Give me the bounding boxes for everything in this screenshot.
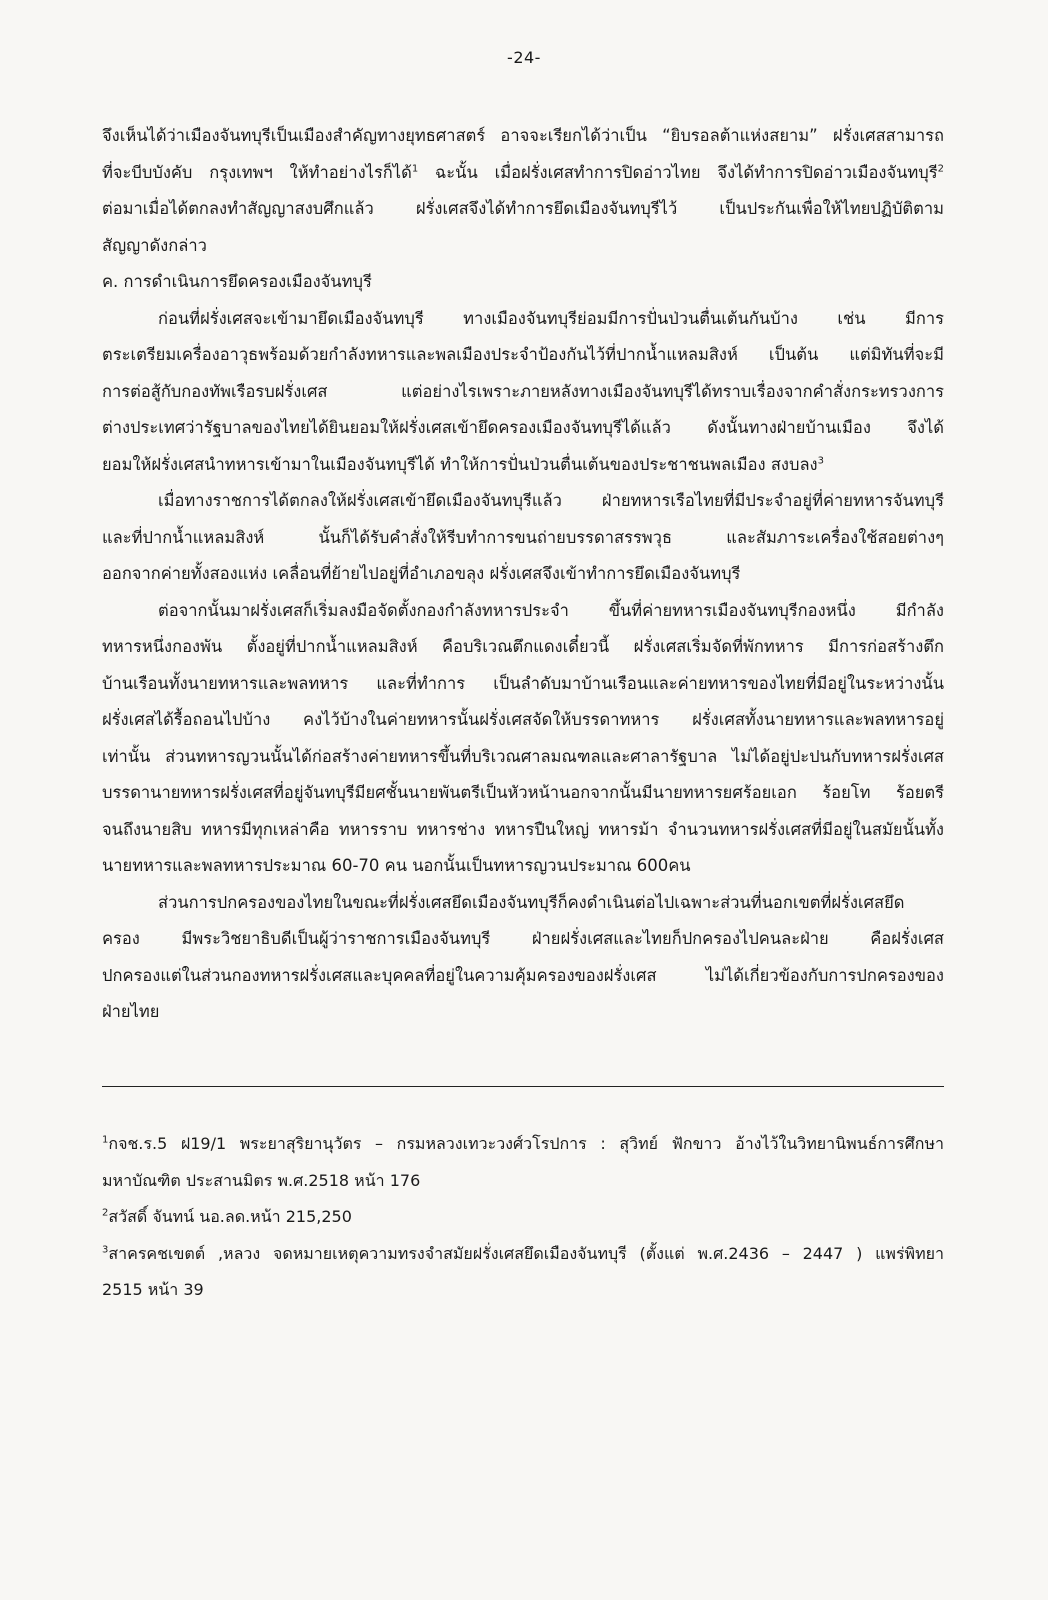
text-line: การต่อสู้กับกองทัพเรือรบฝรั่งเศส แต่อย่างไรเพราะภายหลังทางเมืองจันทบุรีได้ทราบเรื่องจากคำสั่งกระทรวงการ <box>102 381 944 401</box>
text-line: ตระเตรียมเครื่องอาวุธพร้อมด้วยกำลังทหารและพลเมืองประจำป้องกันไว้ที่ปากน้ำแหลมสิงห์ เป็นต้น แต่มิทันที่จะมี <box>102 345 944 364</box>
text-line: เมื่อทางราชการได้ตกลงให้ฝรั่งเศสเข้ายึดเมืองจันทบุรีแล้ว ฝ่ายทหารเรือไทยที่มีประจำอยู่ที่ค่ายทหารจันทบุรี <box>158 491 944 510</box>
footnote-mark: 1 <box>102 1134 109 1146</box>
footnote-line <box>102 1236 944 1273</box>
body-text <box>102 118 944 1031</box>
footnote <box>102 1236 944 1309</box>
text-line: จึงเห็นได้ว่าเมืองจันทบุรีเป็นเมืองสำคัญทางยุทธศาสตร์ อาจจะเรียกได้ว่าเป็น “ยิบรอลต้าแห่งสยาม” ฝรั่งเศสสามารถ <box>102 126 944 145</box>
text-line: ค. การดำเนินการยึดครองเมืองจันทบุรี <box>102 272 372 291</box>
text-line <box>102 447 944 484</box>
footnote-ref: 3 <box>817 455 824 466</box>
text-line: ออกจากค่ายทั้งสองแห่ง เคลื่อนที่ย้ายไปอยู่ที่อำเภอขลุง ฝรั่งเศสจึงเข้าทำการยึดเมืองจันทบุรี <box>102 564 741 583</box>
paragraph <box>102 118 944 264</box>
page-number: -24- <box>507 48 541 67</box>
text-line: นายทหารและพลทหารประมาณ 60-70 คน นอกนั้นเป็นทหารญวนประมาณ 600คน <box>102 856 691 875</box>
footnote-text: สาครคชเขตต์ ,หลวง จดหมายเหตุความทรงจำสมัยฝรั่งเศสยึดเมืองจันทบุรี (ตั้งแต่ พ.ศ.2436 – 2447 ) แพร่พิทยา <box>108 1243 944 1263</box>
footnote-mark: 2 <box>102 1207 109 1219</box>
text-line: ปกครองแต่ในส่วนกองทหารฝรั่งเศสและบุคคลที่อยู่ในความคุ้มครองของฝรั่งเศส ไม่ได้เกี่ยวข้องกับการปกครองของ <box>102 965 944 985</box>
footnotes <box>102 1126 944 1309</box>
text-line: ต่างประเทศว่ารัฐบาลของไทยได้ยินยอมให้ฝรั่งเศสเข้ายึดครองเมืองจันทบุรีได้แล้ว ดังนั้นทางฝ่ายบ้านเมือง จึงได้ <box>102 418 944 437</box>
footnote <box>102 1199 944 1236</box>
text-line: บรรดานายทหารฝรั่งเศสที่อยู่จันทบุรีมียศชั้นนายพันตรีเป็นหัวหน้านอกจากนั้นมีนายทหารยศร้อยเอก ร้อยโท ร้อยตรี <box>102 783 944 802</box>
text-run: ยอมให้ฝรั่งเศสนำทหารเข้ามาในเมืองจันทบุรีได้ ทำให้การปั่นป่วนตื่นเต้นของประชาชนพลเมือง สงบลง <box>102 454 818 474</box>
paragraph <box>102 885 944 1031</box>
text-line <box>102 155 944 192</box>
text-line: และที่ปากน้ำแหลมสิงห์ นั้นก็ได้รับคำสั่งให้รีบทำการขนถ่ายบรรดาสรรพวุธ และสัมภาระเครื่องใช้สอยต่างๆ <box>102 527 944 547</box>
text-line: ก่อนที่ฝรั่งเศสจะเข้ามายึดเมืองจันทบุรี ทางเมืองจันทบุรีย่อมมีการปั่นป่วนตื่นเต้นกันบ้าง เช่น มีการ <box>158 308 944 328</box>
footnote-mark: 3 <box>102 1244 109 1256</box>
footnote-line <box>102 1199 944 1236</box>
footnote-ref: 1 <box>411 163 419 174</box>
footnote-line: 2515 หน้า 39 <box>102 1280 204 1299</box>
text-run: ที่จะบีบบังคับ กรุงเทพฯ ให้ทำอย่างไรก็ได้ <box>102 162 412 182</box>
section-heading <box>102 264 944 301</box>
text-line: จนถึงนายสิบ ทหารมีทุกเหล่าคือ ทหารราบ ทหารช่าง ทหารปืนใหญ่ ทหารม้า จำนวนทหารฝรั่งเศสที่มีอยู่ในสมัยนั้นทั้ง <box>102 819 944 839</box>
text-line: ทหารหนึ่งกองพัน ตั้งอยู่ที่ปากน้ำแหลมสิงห์ คือบริเวณตึกแดงเดี๋ยวนี้ ฝรั่งเศสเริ่มจัดที่พักทหาร มีการก่อสร้างตึก <box>102 637 944 656</box>
text-run: ฉะนั้น เมื่อฝรั่งเศสทำการปิดอ่าวไทย จึงได้ทำการปิดอ่าวเมืองจันทบุรี <box>418 162 938 182</box>
text-line: ฝ่ายไทย <box>102 1002 160 1021</box>
paragraph <box>102 483 944 593</box>
text-line: บ้านเรือนทั้งนายทหารและพลทหาร และที่ทำการ เป็นลำดับมาบ้านเรือนและค่ายทหารของไทยที่มีอยู่ในระหว่างนั้น <box>102 673 944 693</box>
footnote-line <box>102 1126 944 1163</box>
footnote-divider <box>102 1086 944 1087</box>
footnote-line: มหาบัณฑิต ประสานมิตร พ.ศ.2518 หน้า 176 <box>102 1170 421 1190</box>
paragraph <box>102 593 944 885</box>
text-line: ครอง มีพระวิชยาธิบดีเป็นผู้ว่าราชการเมืองจันทบุรี ฝ่ายฝรั่งเศสและไทยก็ปกครองไปคนละฝ่าย คือฝรั่งเศส <box>102 929 944 948</box>
footnote <box>102 1126 944 1199</box>
text-line: สัญญาดังกล่าว <box>102 235 207 255</box>
paragraph <box>102 301 944 484</box>
footnote-ref: 2 <box>937 163 944 174</box>
text-line: ส่วนการปกครองของไทยในขณะที่ฝรั่งเศสยึดเมืองจันทบุรีก็คงดำเนินต่อไปเฉพาะส่วนที่นอกเขตที่ฝรั่งเศสยึด <box>158 892 905 912</box>
text-line: เท่านั้น ส่วนทหารญวนนั้นได้ก่อสร้างค่ายทหารขึ้นที่บริเวณศาลมณฑลและศาลารัฐบาล ไม่ได้อยู่ปะปนกับทหารฝรั่งเศส <box>102 746 944 766</box>
text-line: ต่อมาเมื่อได้ตกลงทำสัญญาสงบศึกแล้ว ฝรั่งเศสจึงได้ทำการยึดเมืองจันทบุรีไว้ เป็นประกันเพื่อให้ไทยปฏิบัติตาม <box>102 199 944 218</box>
footnote-text: สวัสดิ์ จันทน์ นอ.ลด.หน้า 215,250 <box>108 1207 352 1226</box>
text-line: ต่อจากนั้นมาฝรั่งเศสก็เริ่มลงมือจัดตั้งกองกำลังทหารประจำ ขึ้นที่ค่ายทหารเมืองจันทบุรีกองหนึ่ง มีกำลัง <box>158 600 944 620</box>
text-line: ฝรั่งเศสได้รื้อถอนไปบ้าง คงไว้บ้างในค่ายทหารนั้นฝรั่งเศสจัดให้บรรดาทหาร ฝรั่งเศสทั้งนายทหารและพลทหารอยู่ <box>102 710 944 729</box>
footnote-text: กจช.ร.5 ฝ19/1 พระยาสุริยานุวัตร – กรมหลวงเทวะวงศ์วโรปการ : สุวิทย์ ฟักขาว อ้างไว้ในวิทยานิพนธ์การศึกษา <box>108 1134 944 1153</box>
